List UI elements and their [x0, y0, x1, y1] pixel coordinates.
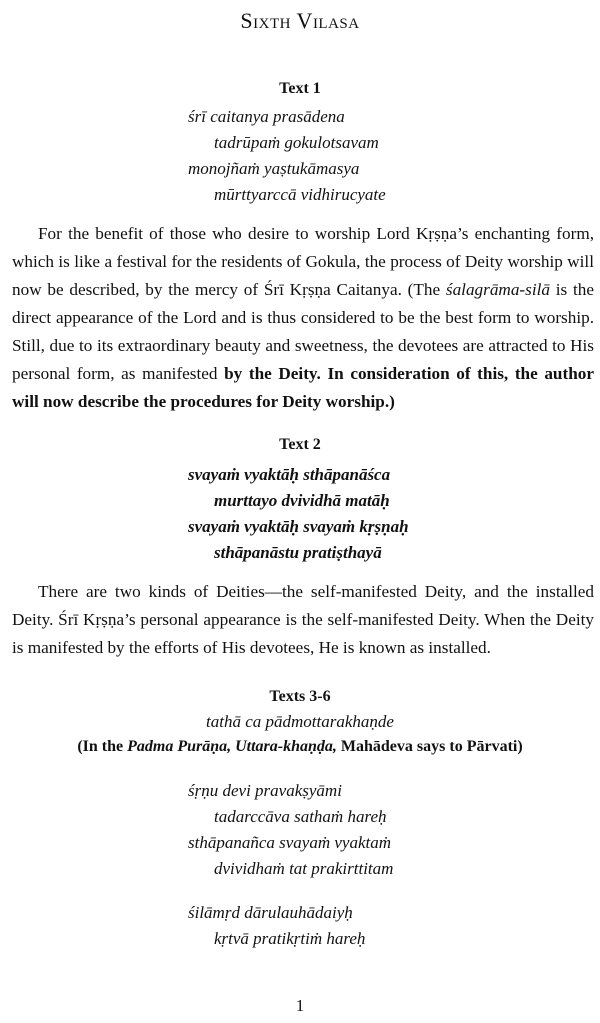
text-2-translation: There are two kinds of Deities—the self-manifested Deity, and the installed Deity. Śrī Kṛṣṇa’s personal appearance is the self-manifested Deity. When the Deity is manifested by the efforts of His devotees, He is known as installed.	[12, 582, 594, 657]
translation-text: For the benefit of those who desire to worship Lord Kṛṣṇa’s enchanting form, which is like a festival for the residents of Gokula, the process of Deity worship will now be described, by the mercy of Śrī Kṛṣṇa Caitanya. (The	[12, 224, 594, 299]
note-italic: Padma Purāṇa, Uttara-khaṇḍa,	[127, 738, 337, 755]
verse-line: kṛtvā pratikṛtiṁ hareḥ	[214, 929, 366, 948]
texts-3-6-heading: Texts 3-6	[269, 688, 331, 705]
text-1-translation	[12, 220, 594, 416]
chapter-title: Sixth Vilasa	[240, 8, 360, 33]
verse-line: śṛṇu devi pravakṣyāmi	[188, 781, 342, 800]
verse-line: sthāpanāstu pratiṣthayā	[214, 543, 382, 562]
texts-3-6-verse-1	[188, 778, 393, 882]
text-1-verse	[188, 104, 386, 208]
text-2-heading: Text 2	[279, 436, 321, 453]
verse-line: tadrūpaṁ gokulotsavam	[214, 133, 379, 152]
verse-line: śrī caitanya prasādena	[188, 107, 345, 126]
texts-3-6-subheading: tathā ca pādmottarakhaṇde	[206, 712, 394, 731]
translation-italic: śalagrāma-silā	[445, 280, 550, 299]
verse-line: mūrttyarccā vidhirucyate	[214, 185, 386, 204]
verse-line: tadarccāva sathaṁ hareḥ	[214, 807, 387, 826]
translation-text: is the direct appearance of the Lord and is thus considered to be the best form to worship. Still, due to its extraordinary beauty and sweetness, the devotees are attracted to His personal form, as manifested	[12, 280, 594, 383]
texts-3-6-note	[0, 738, 600, 756]
translation-bold: by the Deity. In consideration of this, the author will now describe the procedures for Deity worship.)	[12, 364, 594, 411]
text-1-heading: Text 1	[279, 80, 321, 97]
verse-line: murttayo dvividhā matāḥ	[214, 491, 390, 510]
text-2-verse	[188, 462, 409, 566]
verse-line: svayaṁ vyaktāḥ svayaṁ kṛṣṇaḥ	[188, 517, 409, 536]
verse-line: śilāmṛd dārulauhādaiyḥ	[188, 903, 353, 922]
page-number: 1	[295, 996, 305, 1015]
verse-line: monojñaṁ yaṣtukāmasya	[188, 159, 360, 178]
texts-3-6-verse-2	[188, 900, 365, 952]
note-text: Mahādeva says to Pārvati)	[336, 738, 523, 755]
verse-line: dvividhaṁ tat prakirttitam	[214, 859, 394, 878]
verse-line: sthāpanañca svayaṁ vyaktaṁ	[188, 833, 392, 852]
note-text: (In the	[77, 738, 128, 755]
verse-line: svayaṁ vyaktāḥ sthāpanāśca	[188, 465, 391, 484]
